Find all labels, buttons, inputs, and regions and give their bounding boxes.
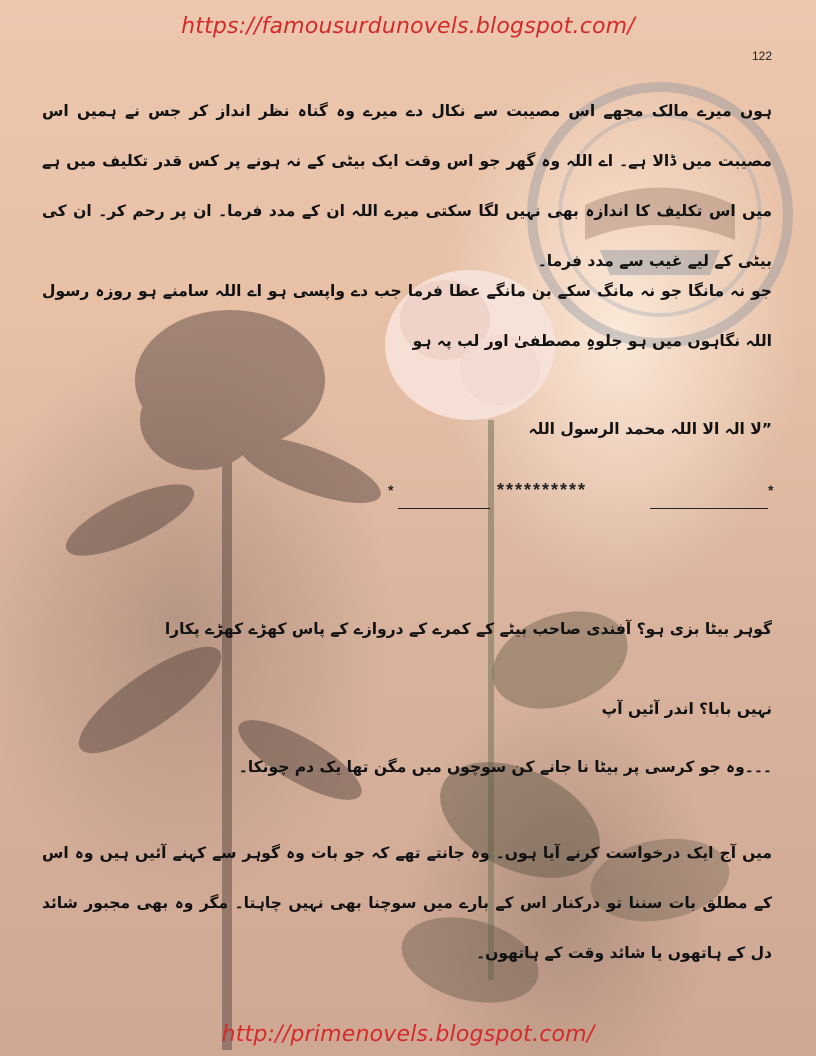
page-number: 122 — [751, 49, 772, 63]
separator-stars: ********** — [497, 480, 588, 500]
section-separator — [350, 474, 780, 514]
paragraph-narration-1: ۔۔۔وہ جو کرسی پر بیٹا نا جانے کن سوچوں میں مگن تھا یک دم چونکا۔ — [238, 758, 772, 776]
footer-blog-url[interactable]: http://primenovels.blogspot.com/ — [221, 1022, 595, 1047]
separator-line-left — [398, 508, 490, 509]
paragraph-dialogue-2: نہیں بابا؟ اندر آئیں آپ — [601, 700, 772, 718]
separator-line-right — [650, 508, 768, 509]
paragraph-kalma: ”لا الہ الا اللہ محمد الرسول اللہ — [528, 420, 772, 438]
paragraph-narration-2: میں آج ایک درخواست کرنے آیا ہوں۔ وہ جانتے تھے کہ جو بات وہ گوہر سے کہنے آئیں ہیں وہ اس کے مطلق بات سننا تو درکنار اس کے بارے میں سوچنا بھی نہیں چاہتا۔ مگر وہ بھی مجبور شائد دل کے ہاتھوں یا شائد وقت کے ہاتھوں۔ — [42, 844, 772, 962]
header-blog-url[interactable]: https://famousurdunovels.blogspot.com/ — [181, 14, 635, 39]
paragraph-prayer: ہوں میرے مالک مجھے اس مصیبت سے نکال دے میرے وہ گناہ نظر انداز کر جس نے ہمیں اس مصیبت میں ڈالا ہے۔ اے اللہ وہ گھر جو اس وقت ایک بیٹی کے نہ ہونے پر کس قدر تکلیف میں ہے میں اس تکلیف کا اندازہ بھی نہیں لگا سکتی میرے اللہ ان کے مدد فرما۔ ان پر رحم کر۔ ان کی بیٹی کے لیے غیب سے مدد فرما۔ — [42, 102, 772, 270]
paragraph-supplication: جو نہ مانگا جو نہ مانگ سکے بن مانگے عطا فرما جب دے واپسی ہو اے اللہ سامنے ہو روزہ رسول اللہ نگاہوں میں ہو جلوہِ مصطفیٰ اور لب پہ ہو — [42, 282, 772, 350]
paragraph-dialogue-1: گوہر بیٹا بزی ہو؟ آفندی صاحب بیٹے کے کمرے کے دروازے کے پاس کھڑے کھڑے پکارا — [164, 620, 772, 638]
separator-star-left: * — [388, 482, 394, 498]
separator-star-right: * — [768, 482, 774, 498]
